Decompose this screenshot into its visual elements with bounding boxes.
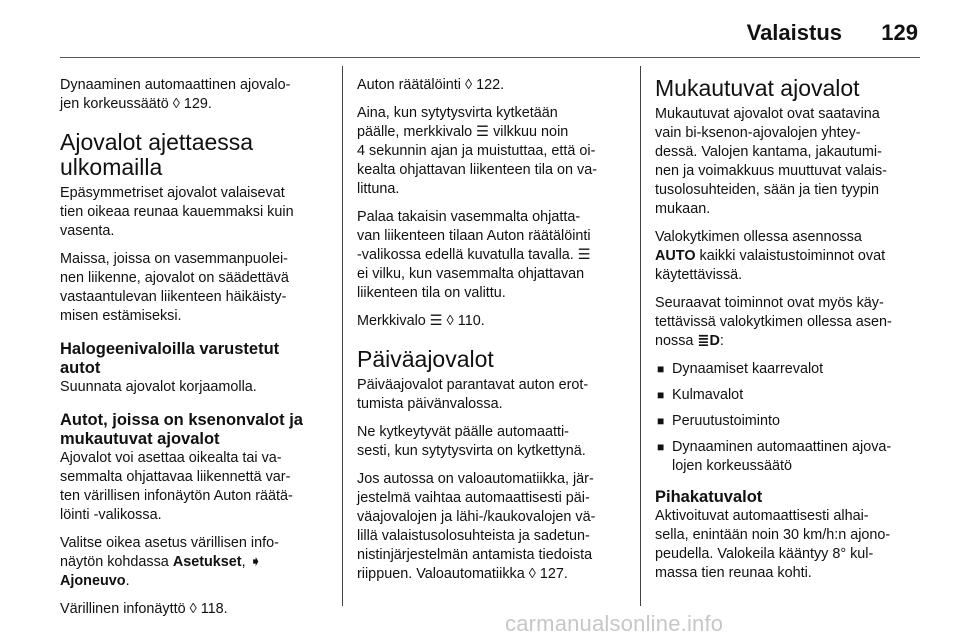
heading-side-lights: Pihakatuvalot	[655, 488, 763, 506]
text-line: Aina, kun sytytysvirta kytketään	[357, 105, 558, 121]
text-line: Ne kytkeytyvät päälle automaatti-	[357, 424, 569, 440]
column-1	[60, 76, 326, 628]
text-line: van liikenteen tilaan Auton räätälöinti	[357, 228, 591, 244]
text-fragment: nossa	[655, 333, 698, 349]
text-line: Maissa, joissa on vasemmanpuolei-	[60, 251, 288, 267]
feature-list	[655, 360, 921, 476]
text-fragment: näytön kohdassa	[60, 554, 173, 570]
text-line: tusolosuhteiden, sään ja tien tyypin	[655, 182, 880, 198]
text-line: ei vilku, kun vasemmalta ohjattavan	[357, 266, 585, 282]
list-item	[655, 412, 921, 431]
text-line: kealta ohjattavan liikenteen tila on va-	[357, 162, 597, 178]
list-item-label: Dynaamiset kaarrevalot	[672, 361, 824, 377]
paragraph	[60, 378, 326, 397]
text-fragment: :	[719, 333, 724, 349]
column-3	[655, 76, 921, 592]
text-line: Mukautuvat ajovalot ovat saatavina	[655, 106, 880, 122]
heading-adaptive: Mukautuvat ajovalot	[655, 75, 860, 101]
list-item-label: lojen korkeussäätö	[672, 458, 792, 474]
text-fragment: kaikki valaistustoiminnot ovat	[695, 248, 886, 264]
text-line: 4 sekunnin ajan ja muistuttaa, että oi-	[357, 143, 596, 159]
heading-line: mukautuvat ajovalot	[60, 430, 220, 448]
text-line: mukaan.	[655, 201, 711, 217]
text-line: tumista päivänvalossa.	[357, 396, 503, 412]
text-line: massa tien reunaa kohti.	[655, 565, 812, 581]
text-line: Dynaaminen automaattinen ajovalo-	[60, 77, 291, 93]
column-divider-2	[640, 66, 641, 606]
text-line: ten värillisen infonäytön Auton räätä-	[60, 488, 293, 504]
text-line: liikenteen tila on valittu.	[357, 285, 506, 301]
list-item-label: Dynaaminen automaattinen ajova-	[672, 439, 892, 455]
list-item	[655, 386, 921, 405]
text-line: vain bi-ksenon-ajovalojen yhtey-	[655, 125, 861, 141]
text-line: sella, enintään noin 30 km/h:n ajono-	[655, 527, 891, 543]
paragraph	[357, 76, 625, 95]
text-line: sesti, kun sytytysvirta on kytkettynä.	[357, 443, 586, 459]
text-line: nen liikenne, ajovalot on säädettävä	[60, 270, 289, 286]
text-line: nistinjärjestelmän antamista tiedoista	[357, 547, 593, 563]
text-line: Suunnata ajovalot korjaamolla.	[60, 379, 257, 395]
paragraph	[357, 376, 625, 414]
text-line: littuna.	[357, 181, 400, 197]
paragraph	[655, 294, 921, 351]
text-line: semmalta ohjattavaa liikennettä var-	[60, 469, 291, 485]
text-line: vasenta.	[60, 223, 115, 239]
text-line: peudella. Valokeila kääntyy 8° kul-	[655, 546, 874, 562]
heading-daytime: Päiväajovalot	[357, 346, 494, 372]
text-line: Valitse oikea asetus värillisen info-	[60, 535, 279, 551]
text-line: misen estämiseksi.	[60, 308, 182, 324]
paragraph	[60, 449, 326, 525]
paragraph	[357, 312, 625, 331]
paragraph	[60, 184, 326, 241]
text-line: Valokytkimen ollessa asennossa	[655, 229, 862, 245]
paragraph	[60, 600, 326, 619]
heading-line: ulkomailla	[60, 154, 163, 180]
paragraph	[357, 423, 625, 461]
text-line: vastaantulevan liikenteen häikäisty-	[60, 289, 287, 305]
header-title: Valaistus	[746, 20, 842, 45]
text-line: dessä. Valojen kantama, jakautumi-	[655, 144, 882, 160]
heading-xenon	[60, 411, 326, 449]
text-line: löinti -valikossa.	[60, 507, 162, 523]
heading-halogen	[60, 340, 326, 378]
list-item-label: Peruutustoiminto	[672, 413, 780, 429]
text-line: Jos autossa on valoautomatiikka, jär-	[357, 471, 594, 487]
text-line: Palaa takaisin vasemmalta ohjatta-	[357, 209, 581, 225]
text-line: väajovalojen ja lähi-/kaukovalojen vä-	[357, 509, 596, 525]
intro-paragraph	[60, 76, 326, 114]
heading-line: Ajovalot ajettaessa	[60, 129, 254, 155]
text-line: jestelmä vaihtaa automaattisesti päi-	[357, 490, 590, 506]
text-line: Epäsymmetriset ajovalot valaisevat	[60, 185, 285, 201]
paragraph	[655, 105, 921, 219]
heading-abroad	[60, 130, 326, 180]
arrow-icon: , ➧	[241, 554, 262, 570]
text-line: Seuraavat toiminnot ovat myös käy-	[655, 295, 884, 311]
heading-line: Halogeenivaloilla varustetut	[60, 340, 280, 358]
paragraph	[60, 534, 326, 591]
paragraph	[60, 250, 326, 326]
paragraph	[357, 104, 625, 199]
text-line: tettävissä valokytkimen ollessa asen-	[655, 314, 892, 330]
text-line: päälle, merkkivalo ☰ vilkkuu noin	[357, 124, 569, 140]
menu-term: Asetukset	[172, 554, 242, 570]
text-line: -valikossa edellä kuvatulla tavalla. ☰	[357, 247, 591, 263]
text-line: Värillinen infonäyttö ◊ 118.	[60, 601, 228, 617]
low-beam-icon: ≣D	[697, 333, 720, 349]
text-line: Auton räätälöinti ◊ 122.	[357, 77, 505, 93]
text-line: lillä valaistusolosuhteista ja sadetun-	[357, 528, 590, 544]
paragraph	[655, 507, 921, 583]
header-rule	[60, 57, 920, 58]
list-item-label: Kulmavalot	[672, 387, 744, 403]
text-line: jen korkeussäätö ◊ 129.	[60, 96, 212, 112]
column-divider-1	[342, 66, 343, 606]
text-line: Aktivoituvat automaattisesti alhai-	[655, 508, 869, 524]
text-line: nen ja voimakkuus muuttuvat valais-	[655, 163, 887, 179]
watermark: carmanualsonline.info	[505, 611, 724, 636]
text-fragment: .	[125, 573, 130, 589]
auto-term: AUTO	[655, 248, 696, 264]
paragraph	[357, 208, 625, 303]
paragraph	[357, 470, 625, 584]
menu-term: Ajoneuvo	[60, 573, 126, 589]
text-line: käytettävissä.	[655, 267, 743, 283]
text-line: Päiväajovalot parantavat auton erot-	[357, 377, 589, 393]
heading-line: Autot, joissa on ksenonvalot ja	[60, 411, 303, 429]
list-item	[655, 438, 921, 476]
text-line: tien oikeaa reunaa kauemmaksi kuin	[60, 204, 294, 220]
text-line: Ajovalot voi asettaa oikealta tai va-	[60, 450, 282, 466]
list-item	[655, 360, 921, 379]
page-number: 129	[881, 20, 918, 45]
column-2	[357, 76, 625, 593]
text-line: Merkkivalo ☰ ◊ 110.	[357, 313, 485, 329]
text-line: riippuen. Valoautomatiikka ◊ 127.	[357, 566, 568, 582]
heading-line: autot	[60, 359, 101, 377]
paragraph	[655, 228, 921, 285]
